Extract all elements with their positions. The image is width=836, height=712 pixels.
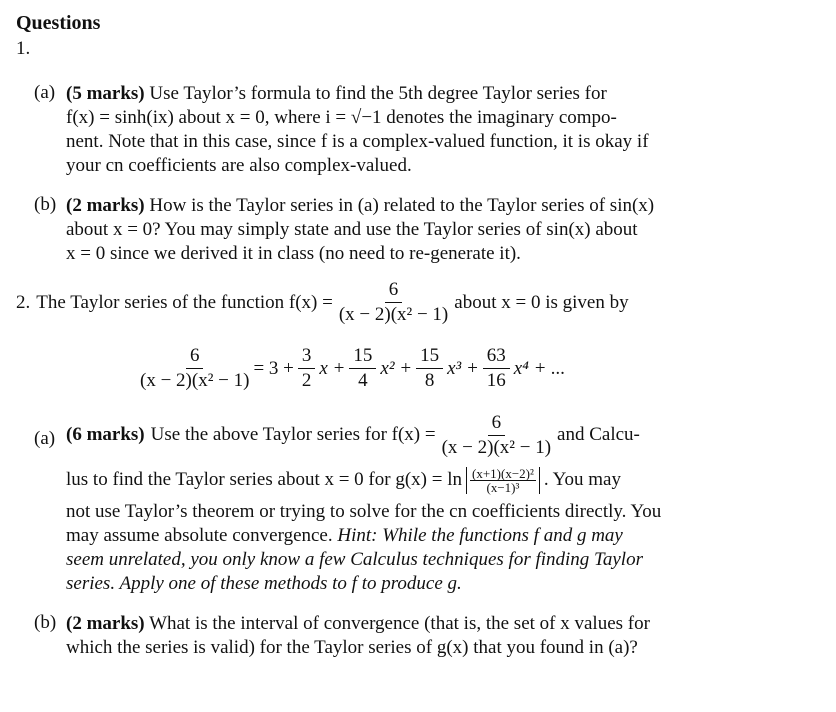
q1a-line1: Use Taylor’s formula to find the 5th degree Taylor series for bbox=[149, 83, 607, 104]
series-term1-var: x + bbox=[319, 357, 346, 379]
q2a-line1-text: Use the above Taylor series for f(x) = bbox=[150, 424, 436, 445]
question-1-number: 1. bbox=[16, 38, 31, 59]
q1b-label: (b) bbox=[34, 194, 57, 215]
q2-intro-frac-den: (x − 2)(x² − 1) bbox=[338, 304, 449, 325]
q2a-line2-frac-num: (x+1)(x−2)² bbox=[472, 465, 534, 481]
q2a-label: (a) bbox=[34, 428, 56, 449]
q1b-line2: about x = 0? You may simply state and use the Taylor series of sin(x) about bbox=[66, 219, 638, 240]
q2a-line3: not use Taylor’s theorem or trying to solve for the cn coefficients directly. You bbox=[66, 501, 662, 522]
q2a-line1-frac-num: 6 bbox=[488, 413, 506, 436]
series-term2-den: 4 bbox=[358, 370, 368, 391]
questions-heading: Questions bbox=[16, 12, 101, 34]
q2b-marks: (2 marks) bbox=[66, 613, 145, 634]
q1b-marks: (2 marks) bbox=[66, 195, 145, 216]
q1a-line2: f(x) = sinh(ix) about x = 0, where i = √−1 denotes the imaginary compo- bbox=[66, 107, 617, 128]
q2-intro-fraction bbox=[339, 280, 448, 325]
q1a-label: (a) bbox=[34, 82, 56, 103]
q2-series-equation bbox=[140, 346, 565, 391]
q2a-line2-tail: . You may bbox=[543, 469, 621, 490]
series-lhs-fraction bbox=[140, 346, 249, 391]
series-term4-num: 63 bbox=[483, 346, 510, 369]
q2b-line2: which the series is valid) for the Taylor series of g(x) that you found in (a)? bbox=[66, 637, 638, 658]
series-term1-fraction bbox=[298, 346, 316, 391]
series-lhs-num: 6 bbox=[186, 346, 204, 369]
q2-intro-tail: about x = 0 is given by bbox=[454, 291, 629, 313]
q1a-body bbox=[66, 82, 766, 178]
q2a-body bbox=[66, 410, 786, 596]
series-term3-num: 15 bbox=[416, 346, 443, 369]
abs-value-bars bbox=[466, 467, 540, 494]
series-eq-start: = 3 + bbox=[253, 357, 294, 379]
series-term2-var: x² + bbox=[380, 357, 413, 379]
q2a-line4-hint: Hint: While the functions f and g may bbox=[337, 525, 623, 546]
q1a-line3: nent. Note that in this case, since f is a complex-valued function, it is okay if bbox=[66, 131, 649, 152]
q1a-line4: your cn coefficients are also complex-valued. bbox=[66, 155, 412, 176]
q2a-line6: series. Apply one of these methods to f to produce g. bbox=[66, 573, 462, 594]
q2a-marks: (6 marks) bbox=[66, 424, 145, 445]
series-term2-fraction bbox=[349, 346, 376, 391]
q2a-line1-tail: and Calcu- bbox=[557, 424, 640, 445]
series-term4-den: 16 bbox=[486, 370, 506, 391]
q2-intro-text: The Taylor series of the function f(x) = bbox=[36, 291, 333, 313]
q1b-body bbox=[66, 194, 766, 266]
series-lhs-den: (x − 2)(x² − 1) bbox=[140, 370, 250, 391]
q2a-line1-fraction bbox=[442, 413, 551, 458]
q2a-line5: seem unrelated, you only know a few Calculus techniques for finding Taylor bbox=[66, 549, 643, 570]
series-term3-fraction bbox=[416, 346, 443, 391]
q2a-line1-frac-den: (x − 2)(x² − 1) bbox=[441, 436, 552, 458]
series-term3-var: x³ + bbox=[447, 357, 479, 379]
q1b-line1: How is the Taylor series in (a) related to the Taylor series of sin(x) bbox=[149, 195, 655, 216]
q2a-line2-pre: lus to find the Taylor series about x = 0 for g(x) = ln bbox=[66, 469, 462, 490]
series-term4-fraction bbox=[483, 346, 510, 391]
q2b-body bbox=[66, 612, 786, 660]
series-term1-den: 2 bbox=[301, 370, 312, 391]
q2-intro-frac-num: 6 bbox=[385, 280, 403, 303]
series-term2-num: 15 bbox=[349, 346, 376, 369]
q2a-line2-fraction bbox=[470, 467, 536, 494]
series-term1-num: 3 bbox=[298, 346, 316, 369]
q1b-line3: x = 0 since we derived it in class (no need to re-generate it). bbox=[66, 243, 521, 264]
q2b-label: (b) bbox=[34, 612, 57, 633]
q2-intro bbox=[16, 280, 629, 325]
series-term4-var: x⁴ + ... bbox=[513, 357, 566, 379]
q2a-line2-frac-den: (x−1)³ bbox=[486, 479, 520, 495]
series-term3-den: 8 bbox=[424, 370, 435, 391]
q2-number: 2. bbox=[16, 291, 31, 313]
q2a-line4-plain: may assume absolute convergence. bbox=[66, 525, 333, 546]
q2b-line1: What is the interval of convergence (that is, the set of x values for bbox=[149, 613, 650, 634]
q1a-marks: (5 marks) bbox=[66, 83, 145, 104]
